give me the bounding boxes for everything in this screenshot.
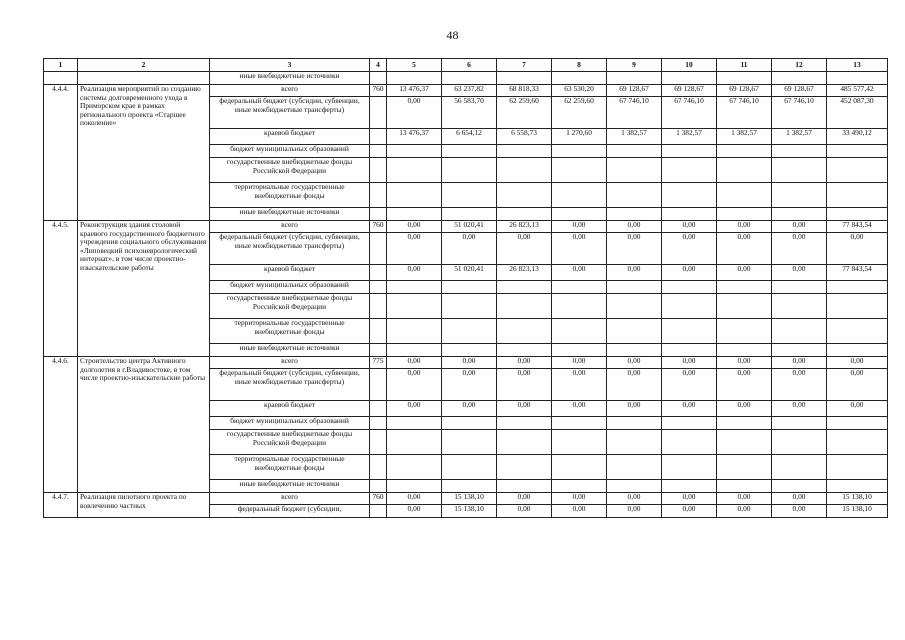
value-cell: 0,00 xyxy=(387,97,442,129)
value-cell xyxy=(827,344,888,357)
value-cell xyxy=(442,294,497,319)
value-cell: 0,00 xyxy=(607,505,662,518)
value-cell: 15 138,10 xyxy=(827,493,888,505)
value-cell xyxy=(552,417,607,430)
value-cell xyxy=(772,281,827,294)
value-cell: 77 843,54 xyxy=(827,221,888,233)
column-header: 2 xyxy=(78,59,210,72)
value-cell: 0,00 xyxy=(827,401,888,417)
value-cell xyxy=(552,455,607,480)
value-cell: 0,00 xyxy=(717,221,772,233)
value-cell xyxy=(662,145,717,158)
program-code xyxy=(370,417,387,430)
program-code xyxy=(370,344,387,357)
value-cell xyxy=(772,72,827,85)
item-number-cell xyxy=(44,72,78,85)
item-number: 4.4.6. xyxy=(44,357,78,493)
item-name: Реализация мероприятий по созданию системы долговременного ухода в Приморском крае в рамках регионального проекта «Старшее поколение» xyxy=(78,85,210,221)
table-row xyxy=(44,357,888,369)
value-cell xyxy=(497,145,552,158)
value-cell: 0,00 xyxy=(607,493,662,505)
value-cell: 0,00 xyxy=(442,369,497,401)
value-cell: 15 138,10 xyxy=(442,505,497,518)
value-cell xyxy=(442,319,497,344)
value-cell xyxy=(772,417,827,430)
value-cell xyxy=(607,158,662,183)
item-number: 4.4.5. xyxy=(44,221,78,357)
value-cell xyxy=(552,208,607,221)
value-cell: 63 530,20 xyxy=(552,85,607,97)
program-code xyxy=(370,265,387,281)
source-label: краевой бюджет xyxy=(210,129,370,145)
value-cell xyxy=(772,208,827,221)
source-label: федеральный бюджет (субсидии, xyxy=(210,505,370,518)
table-row xyxy=(44,85,888,97)
value-cell xyxy=(607,145,662,158)
value-cell xyxy=(442,281,497,294)
column-header: 3 xyxy=(210,59,370,72)
value-cell xyxy=(717,319,772,344)
value-cell xyxy=(717,455,772,480)
column-header: 1 xyxy=(44,59,78,72)
source-label: иные внебюджетные источники xyxy=(210,72,370,85)
value-cell xyxy=(387,480,442,493)
value-cell: 0,00 xyxy=(772,221,827,233)
program-code xyxy=(370,129,387,145)
value-cell: 13 476,37 xyxy=(387,129,442,145)
program-code xyxy=(370,480,387,493)
program-code: 760 xyxy=(370,221,387,233)
value-cell: 0,00 xyxy=(442,357,497,369)
source-label: бюджет муниципальных образований xyxy=(210,417,370,430)
value-cell: 0,00 xyxy=(772,401,827,417)
item-name: Реконструкция здания столовой краевого государственного бюджетного учреждения социального обслуживания «Липовецкий психоневрологический интернат», в том числе проектно-изыскательские работы xyxy=(78,221,210,357)
value-cell: 1 270,60 xyxy=(552,129,607,145)
program-code xyxy=(370,145,387,158)
value-cell: 1 382,57 xyxy=(662,129,717,145)
value-cell: 56 583,70 xyxy=(442,97,497,129)
value-cell: 62 259,60 xyxy=(552,97,607,129)
program-code xyxy=(370,183,387,208)
value-cell xyxy=(442,158,497,183)
value-cell xyxy=(497,281,552,294)
value-cell: 0,00 xyxy=(772,505,827,518)
value-cell xyxy=(662,430,717,455)
value-cell xyxy=(552,281,607,294)
program-code xyxy=(370,233,387,265)
program-code xyxy=(370,369,387,401)
source-label: краевой бюджет xyxy=(210,401,370,417)
value-cell xyxy=(772,158,827,183)
value-cell: 0,00 xyxy=(607,265,662,281)
value-cell xyxy=(772,430,827,455)
program-code xyxy=(370,294,387,319)
value-cell: 0,00 xyxy=(607,233,662,265)
value-cell: 0,00 xyxy=(717,505,772,518)
value-cell xyxy=(552,72,607,85)
value-cell: 0,00 xyxy=(662,401,717,417)
value-cell: 13 476,37 xyxy=(387,85,442,97)
source-label: государственные внебюджетные фонды Российской Федерации xyxy=(210,294,370,319)
value-cell xyxy=(387,319,442,344)
value-cell xyxy=(552,294,607,319)
table-row xyxy=(44,493,888,505)
program-code xyxy=(370,505,387,518)
column-header: 7 xyxy=(497,59,552,72)
value-cell: 62 259,60 xyxy=(497,97,552,129)
value-cell: 0,00 xyxy=(387,401,442,417)
value-cell xyxy=(717,344,772,357)
value-cell xyxy=(827,480,888,493)
source-label: федеральный бюджет (субсидии, субвенции, иные межбюджетные трансферты) xyxy=(210,97,370,129)
value-cell xyxy=(442,145,497,158)
value-cell xyxy=(497,344,552,357)
value-cell: 77 843,54 xyxy=(827,265,888,281)
value-cell xyxy=(717,430,772,455)
value-cell xyxy=(827,281,888,294)
value-cell xyxy=(552,319,607,344)
value-cell: 0,00 xyxy=(497,357,552,369)
value-cell xyxy=(772,183,827,208)
source-label: федеральный бюджет (субсидии, субвенции, иные межбюджетные трансферты) xyxy=(210,369,370,401)
value-cell xyxy=(552,430,607,455)
value-cell: 0,00 xyxy=(552,401,607,417)
value-cell xyxy=(662,183,717,208)
value-cell xyxy=(717,145,772,158)
value-cell xyxy=(497,455,552,480)
value-cell xyxy=(662,417,717,430)
value-cell xyxy=(387,72,442,85)
value-cell: 0,00 xyxy=(442,401,497,417)
value-cell: 0,00 xyxy=(387,505,442,518)
source-label: государственные внебюджетные фонды Российской Федерации xyxy=(210,158,370,183)
column-header: 5 xyxy=(387,59,442,72)
value-cell: 0,00 xyxy=(662,357,717,369)
item-name-cell xyxy=(78,72,210,85)
value-cell xyxy=(662,480,717,493)
value-cell: 69 128,67 xyxy=(662,85,717,97)
value-cell xyxy=(717,208,772,221)
value-cell xyxy=(387,344,442,357)
value-cell xyxy=(662,455,717,480)
value-cell xyxy=(387,417,442,430)
value-cell xyxy=(607,430,662,455)
source-label: бюджет муниципальных образований xyxy=(210,145,370,158)
value-cell: 0,00 xyxy=(387,221,442,233)
value-cell xyxy=(552,344,607,357)
value-cell: 26 823,13 xyxy=(497,221,552,233)
source-label: всего xyxy=(210,221,370,233)
value-cell: 0,00 xyxy=(552,233,607,265)
source-label: территориальные государственные внебюджетные фонды xyxy=(210,455,370,480)
value-cell xyxy=(607,344,662,357)
value-cell xyxy=(717,417,772,430)
value-cell: 0,00 xyxy=(552,357,607,369)
value-cell xyxy=(442,208,497,221)
value-cell xyxy=(607,455,662,480)
value-cell xyxy=(442,480,497,493)
value-cell: 0,00 xyxy=(552,221,607,233)
value-cell: 0,00 xyxy=(662,265,717,281)
value-cell xyxy=(497,208,552,221)
source-label: государственные внебюджетные фонды Российской Федерации xyxy=(210,430,370,455)
value-cell: 1 382,57 xyxy=(607,129,662,145)
value-cell xyxy=(442,455,497,480)
value-cell xyxy=(772,455,827,480)
value-cell xyxy=(442,417,497,430)
value-cell xyxy=(387,455,442,480)
column-header: 9 xyxy=(607,59,662,72)
value-cell xyxy=(772,145,827,158)
value-cell xyxy=(442,430,497,455)
item-number: 4.4.7. xyxy=(44,493,78,518)
value-cell: 0,00 xyxy=(717,233,772,265)
value-cell xyxy=(497,430,552,455)
value-cell: 0,00 xyxy=(772,265,827,281)
program-code: 760 xyxy=(370,85,387,97)
program-code xyxy=(370,158,387,183)
value-cell xyxy=(442,344,497,357)
value-cell: 452 087,30 xyxy=(827,97,888,129)
program-code: 760 xyxy=(370,493,387,505)
value-cell xyxy=(387,208,442,221)
value-cell xyxy=(827,294,888,319)
value-cell: 0,00 xyxy=(387,493,442,505)
value-cell xyxy=(607,72,662,85)
value-cell xyxy=(827,319,888,344)
source-label: территориальные государственные внебюджетные фонды xyxy=(210,319,370,344)
table-row xyxy=(44,221,888,233)
value-cell xyxy=(387,430,442,455)
value-cell: 0,00 xyxy=(717,401,772,417)
value-cell: 485 577,42 xyxy=(827,85,888,97)
value-cell: 0,00 xyxy=(662,505,717,518)
program-code xyxy=(370,97,387,129)
value-cell xyxy=(827,183,888,208)
value-cell: 0,00 xyxy=(607,369,662,401)
value-cell xyxy=(717,72,772,85)
value-cell xyxy=(827,455,888,480)
value-cell xyxy=(827,208,888,221)
source-label: иные внебюджетные источники xyxy=(210,480,370,493)
value-cell xyxy=(717,281,772,294)
value-cell xyxy=(442,183,497,208)
column-header: 8 xyxy=(552,59,607,72)
value-cell: 0,00 xyxy=(552,265,607,281)
column-header: 6 xyxy=(442,59,497,72)
value-cell: 0,00 xyxy=(717,265,772,281)
value-cell xyxy=(827,145,888,158)
carryover-row xyxy=(44,72,888,85)
source-label: всего xyxy=(210,357,370,369)
value-cell: 0,00 xyxy=(772,233,827,265)
value-cell: 67 746,10 xyxy=(607,97,662,129)
value-cell xyxy=(607,319,662,344)
value-cell xyxy=(607,183,662,208)
program-code xyxy=(370,208,387,221)
value-cell: 0,00 xyxy=(607,221,662,233)
value-cell xyxy=(772,480,827,493)
item-number: 4.4.4. xyxy=(44,85,78,221)
column-header: 12 xyxy=(772,59,827,72)
value-cell: 0,00 xyxy=(497,369,552,401)
value-cell: 51 020,41 xyxy=(442,265,497,281)
value-cell: 0,00 xyxy=(827,369,888,401)
value-cell xyxy=(662,158,717,183)
source-label: всего xyxy=(210,85,370,97)
value-cell xyxy=(662,294,717,319)
value-cell: 0,00 xyxy=(607,401,662,417)
value-cell xyxy=(717,158,772,183)
value-cell: 67 746,10 xyxy=(772,97,827,129)
value-cell xyxy=(370,72,387,85)
source-label: всего xyxy=(210,493,370,505)
value-cell xyxy=(387,281,442,294)
value-cell: 0,00 xyxy=(552,505,607,518)
value-cell xyxy=(607,480,662,493)
value-cell: 0,00 xyxy=(827,233,888,265)
value-cell: 1 382,57 xyxy=(717,129,772,145)
value-cell: 0,00 xyxy=(387,357,442,369)
value-cell: 0,00 xyxy=(497,233,552,265)
value-cell xyxy=(827,430,888,455)
value-cell: 6 654,12 xyxy=(442,129,497,145)
value-cell: 0,00 xyxy=(772,493,827,505)
value-cell: 69 128,67 xyxy=(717,85,772,97)
value-cell: 6 558,73 xyxy=(497,129,552,145)
value-cell xyxy=(552,480,607,493)
value-cell xyxy=(497,294,552,319)
value-cell: 0,00 xyxy=(497,505,552,518)
value-cell: 0,00 xyxy=(497,493,552,505)
value-cell xyxy=(387,158,442,183)
value-cell xyxy=(552,158,607,183)
value-cell xyxy=(497,183,552,208)
source-label: территориальные государственные внебюджетные фонды xyxy=(210,183,370,208)
value-cell: 0,00 xyxy=(717,493,772,505)
source-label: иные внебюджетные источники xyxy=(210,344,370,357)
value-cell xyxy=(717,294,772,319)
program-code xyxy=(370,401,387,417)
value-cell xyxy=(607,281,662,294)
value-cell xyxy=(442,72,497,85)
source-label: федеральный бюджет (субсидии, субвенции, иные межбюджетные трансферты) xyxy=(210,233,370,265)
program-code xyxy=(370,430,387,455)
value-cell: 0,00 xyxy=(442,233,497,265)
source-label: бюджет муниципальных образований xyxy=(210,281,370,294)
value-cell xyxy=(827,417,888,430)
program-code xyxy=(370,281,387,294)
value-cell: 67 746,10 xyxy=(717,97,772,129)
value-cell: 51 020,41 xyxy=(442,221,497,233)
value-cell xyxy=(662,319,717,344)
value-cell xyxy=(717,480,772,493)
value-cell xyxy=(497,158,552,183)
source-label: краевой бюджет xyxy=(210,265,370,281)
value-cell: 0,00 xyxy=(772,369,827,401)
value-cell: 0,00 xyxy=(497,401,552,417)
value-cell xyxy=(772,294,827,319)
item-name: Реализация пилотного проекта по вовлечению частных xyxy=(78,493,210,518)
value-cell: 33 490,12 xyxy=(827,129,888,145)
value-cell: 0,00 xyxy=(662,221,717,233)
value-cell xyxy=(497,480,552,493)
value-cell: 63 237,82 xyxy=(442,85,497,97)
value-cell: 69 128,67 xyxy=(607,85,662,97)
value-cell xyxy=(662,208,717,221)
value-cell: 0,00 xyxy=(607,357,662,369)
value-cell: 0,00 xyxy=(387,265,442,281)
page-number: 48 xyxy=(446,28,459,42)
item-name: Строительство центра Активного долголетия в г.Владивостоке, в том числе проектно-изыскательские работы xyxy=(78,357,210,493)
value-cell xyxy=(717,183,772,208)
value-cell xyxy=(552,145,607,158)
column-header: 11 xyxy=(717,59,772,72)
value-cell: 15 138,10 xyxy=(442,493,497,505)
value-cell xyxy=(662,281,717,294)
value-cell xyxy=(607,208,662,221)
budget-table xyxy=(43,58,888,518)
source-label: иные внебюджетные источники xyxy=(210,208,370,221)
value-cell xyxy=(607,417,662,430)
value-cell: 0,00 xyxy=(662,233,717,265)
value-cell xyxy=(772,344,827,357)
value-cell: 0,00 xyxy=(717,357,772,369)
value-cell: 0,00 xyxy=(387,233,442,265)
value-cell xyxy=(607,294,662,319)
value-cell: 67 746,10 xyxy=(662,97,717,129)
value-cell xyxy=(387,183,442,208)
value-cell: 68 818,33 xyxy=(497,85,552,97)
value-cell: 15 138,10 xyxy=(827,505,888,518)
value-cell xyxy=(497,417,552,430)
column-header: 10 xyxy=(662,59,717,72)
value-cell xyxy=(497,72,552,85)
value-cell xyxy=(662,344,717,357)
value-cell: 0,00 xyxy=(662,493,717,505)
value-cell: 0,00 xyxy=(827,357,888,369)
program-code xyxy=(370,455,387,480)
value-cell: 26 823,13 xyxy=(497,265,552,281)
header-row xyxy=(44,59,888,72)
value-cell xyxy=(497,319,552,344)
value-cell xyxy=(552,183,607,208)
value-cell: 0,00 xyxy=(387,369,442,401)
value-cell xyxy=(387,145,442,158)
value-cell xyxy=(827,72,888,85)
column-header: 13 xyxy=(827,59,888,72)
program-code: 775 xyxy=(370,357,387,369)
value-cell: 1 382,57 xyxy=(772,129,827,145)
value-cell xyxy=(772,319,827,344)
value-cell: 0,00 xyxy=(772,357,827,369)
value-cell: 69 128,67 xyxy=(772,85,827,97)
value-cell xyxy=(387,294,442,319)
program-code xyxy=(370,319,387,344)
value-cell: 0,00 xyxy=(552,493,607,505)
value-cell: 0,00 xyxy=(662,369,717,401)
column-header: 4 xyxy=(370,59,387,72)
value-cell: 0,00 xyxy=(552,369,607,401)
value-cell: 0,00 xyxy=(717,369,772,401)
value-cell xyxy=(827,158,888,183)
value-cell xyxy=(662,72,717,85)
